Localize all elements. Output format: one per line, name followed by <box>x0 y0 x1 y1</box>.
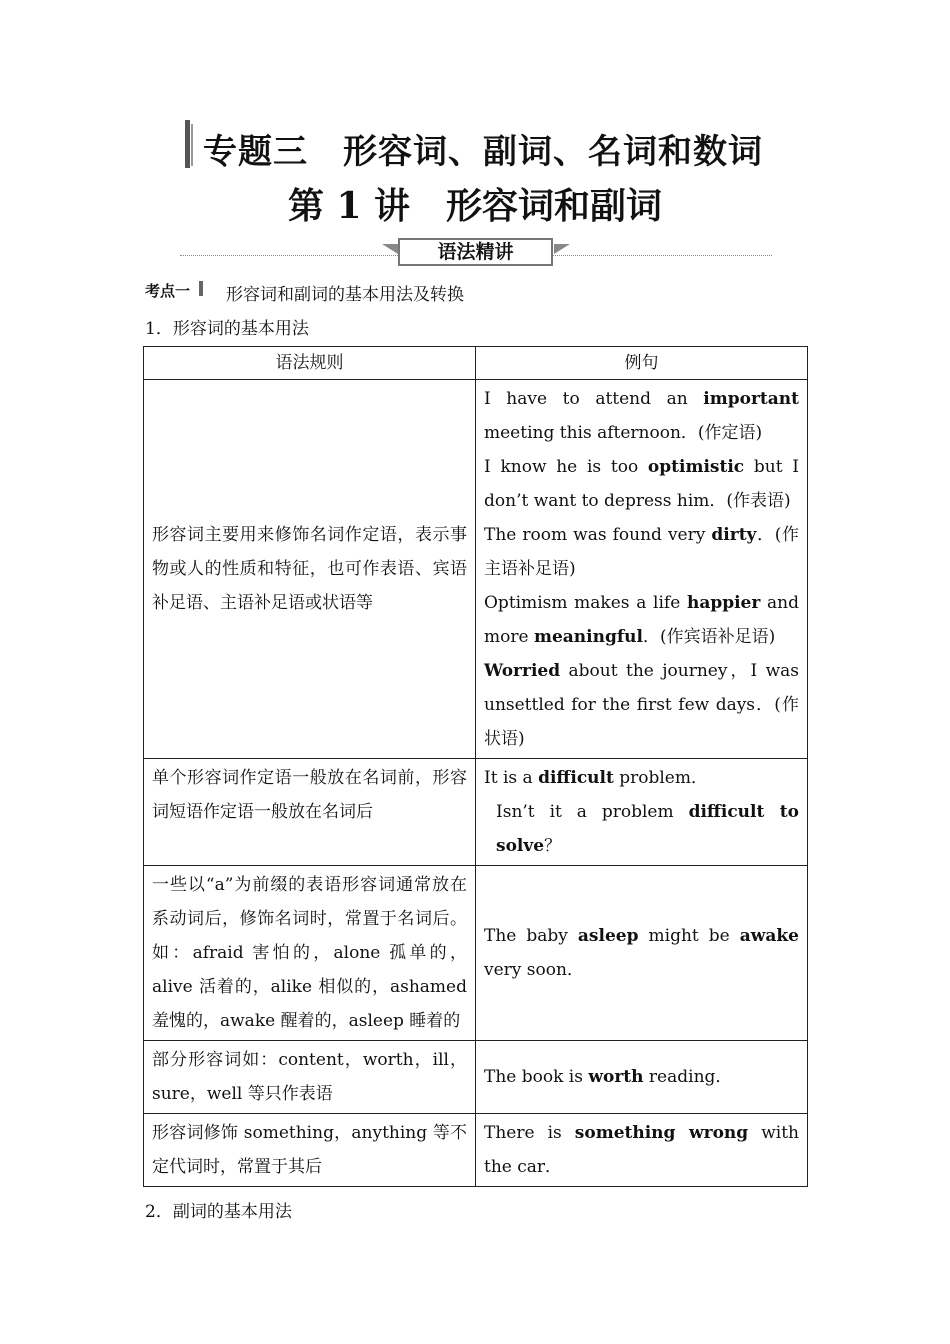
title-accent-bar-thin <box>191 124 193 166</box>
section-left-cap <box>382 244 398 254</box>
lecture-title: 第 1 讲 形容词和副词 <box>287 185 663 227</box>
example-sentence: The baby asleep might be awake very soon． <box>484 926 799 980</box>
example-sentence: The book is worth reading． <box>484 1067 733 1087</box>
section-label: 语法精讲 <box>398 238 553 266</box>
example-sentence: I know he is too optimistic but I don’t want to depress him．(作表语) <box>484 457 799 511</box>
title-accent-bar <box>185 120 190 168</box>
example-sentence: The room was found very dirty．(作主语补足语) <box>484 525 799 579</box>
rule-cell: 形容词主要用来修饰名词作定语，表示事物或人的性质和特征，也可作表语、宾语补足语、主语补足语或状语等 <box>144 380 476 759</box>
table-row <box>144 866 808 1041</box>
topic-title: 专题三 形容词、副词、名词和数词 <box>203 132 763 172</box>
rule-cell: 形容词修饰 something，anything 等不定代词时，常置于其后 <box>144 1114 476 1187</box>
point-label-bar <box>199 281 203 296</box>
column-header-example: 例句 <box>476 347 808 380</box>
example-cell <box>476 380 808 759</box>
example-cell <box>476 866 808 1041</box>
table-row <box>144 759 808 866</box>
example-sentence: I have to attend an important meeting this afternoon．(作定语) <box>484 389 799 443</box>
example-sentence: Worried about the journey，I was unsettled for the first few days．(作状语) <box>484 661 799 749</box>
example-cell <box>476 759 808 866</box>
column-header-rule: 语法规则 <box>144 347 476 380</box>
heading-adjective-usage: 1．形容词的基本用法 <box>145 319 309 339</box>
table-row <box>144 1114 808 1187</box>
table-row <box>144 380 808 759</box>
example-cell <box>476 1114 808 1187</box>
grammar-table <box>143 346 808 1187</box>
section-right-cap <box>554 244 570 254</box>
section-band <box>180 238 772 268</box>
example-cell <box>476 1041 808 1114</box>
heading-adverb-usage: 2．副词的基本用法 <box>145 1202 292 1222</box>
rule-cell: 部分形容词如：content，worth，ill，sure，well 等只作表语 <box>144 1041 476 1114</box>
rule-cell: 一些以“a”为前缀的表语形容词通常放在系动词后，修饰名词时，常置于名词后。如：afraid 害怕的，alone 孤单的，alive 活着的，alike 相似的，ashamed 羞愧的，awake 醒着的，asleep 睡着的 <box>144 866 476 1041</box>
point-title: 形容词和副词的基本用法及转换 <box>226 285 464 305</box>
example-sentence: There is something wrong with the car． <box>484 1123 799 1177</box>
point-label: 考点一 <box>145 282 191 300</box>
table-header-row <box>144 347 808 380</box>
example-sentence: Optimism makes a life happier and more meaningful．(作宾语补足语) <box>484 593 799 647</box>
example-sentence: Isn’t it a problem difficult to solve？ <box>496 802 799 856</box>
example-sentence: It is a difficult problem． <box>484 768 708 788</box>
rule-cell: 单个形容词作定语一般放在名词前，形容词短语作定语一般放在名词后 <box>144 759 476 866</box>
table-row <box>144 1041 808 1114</box>
